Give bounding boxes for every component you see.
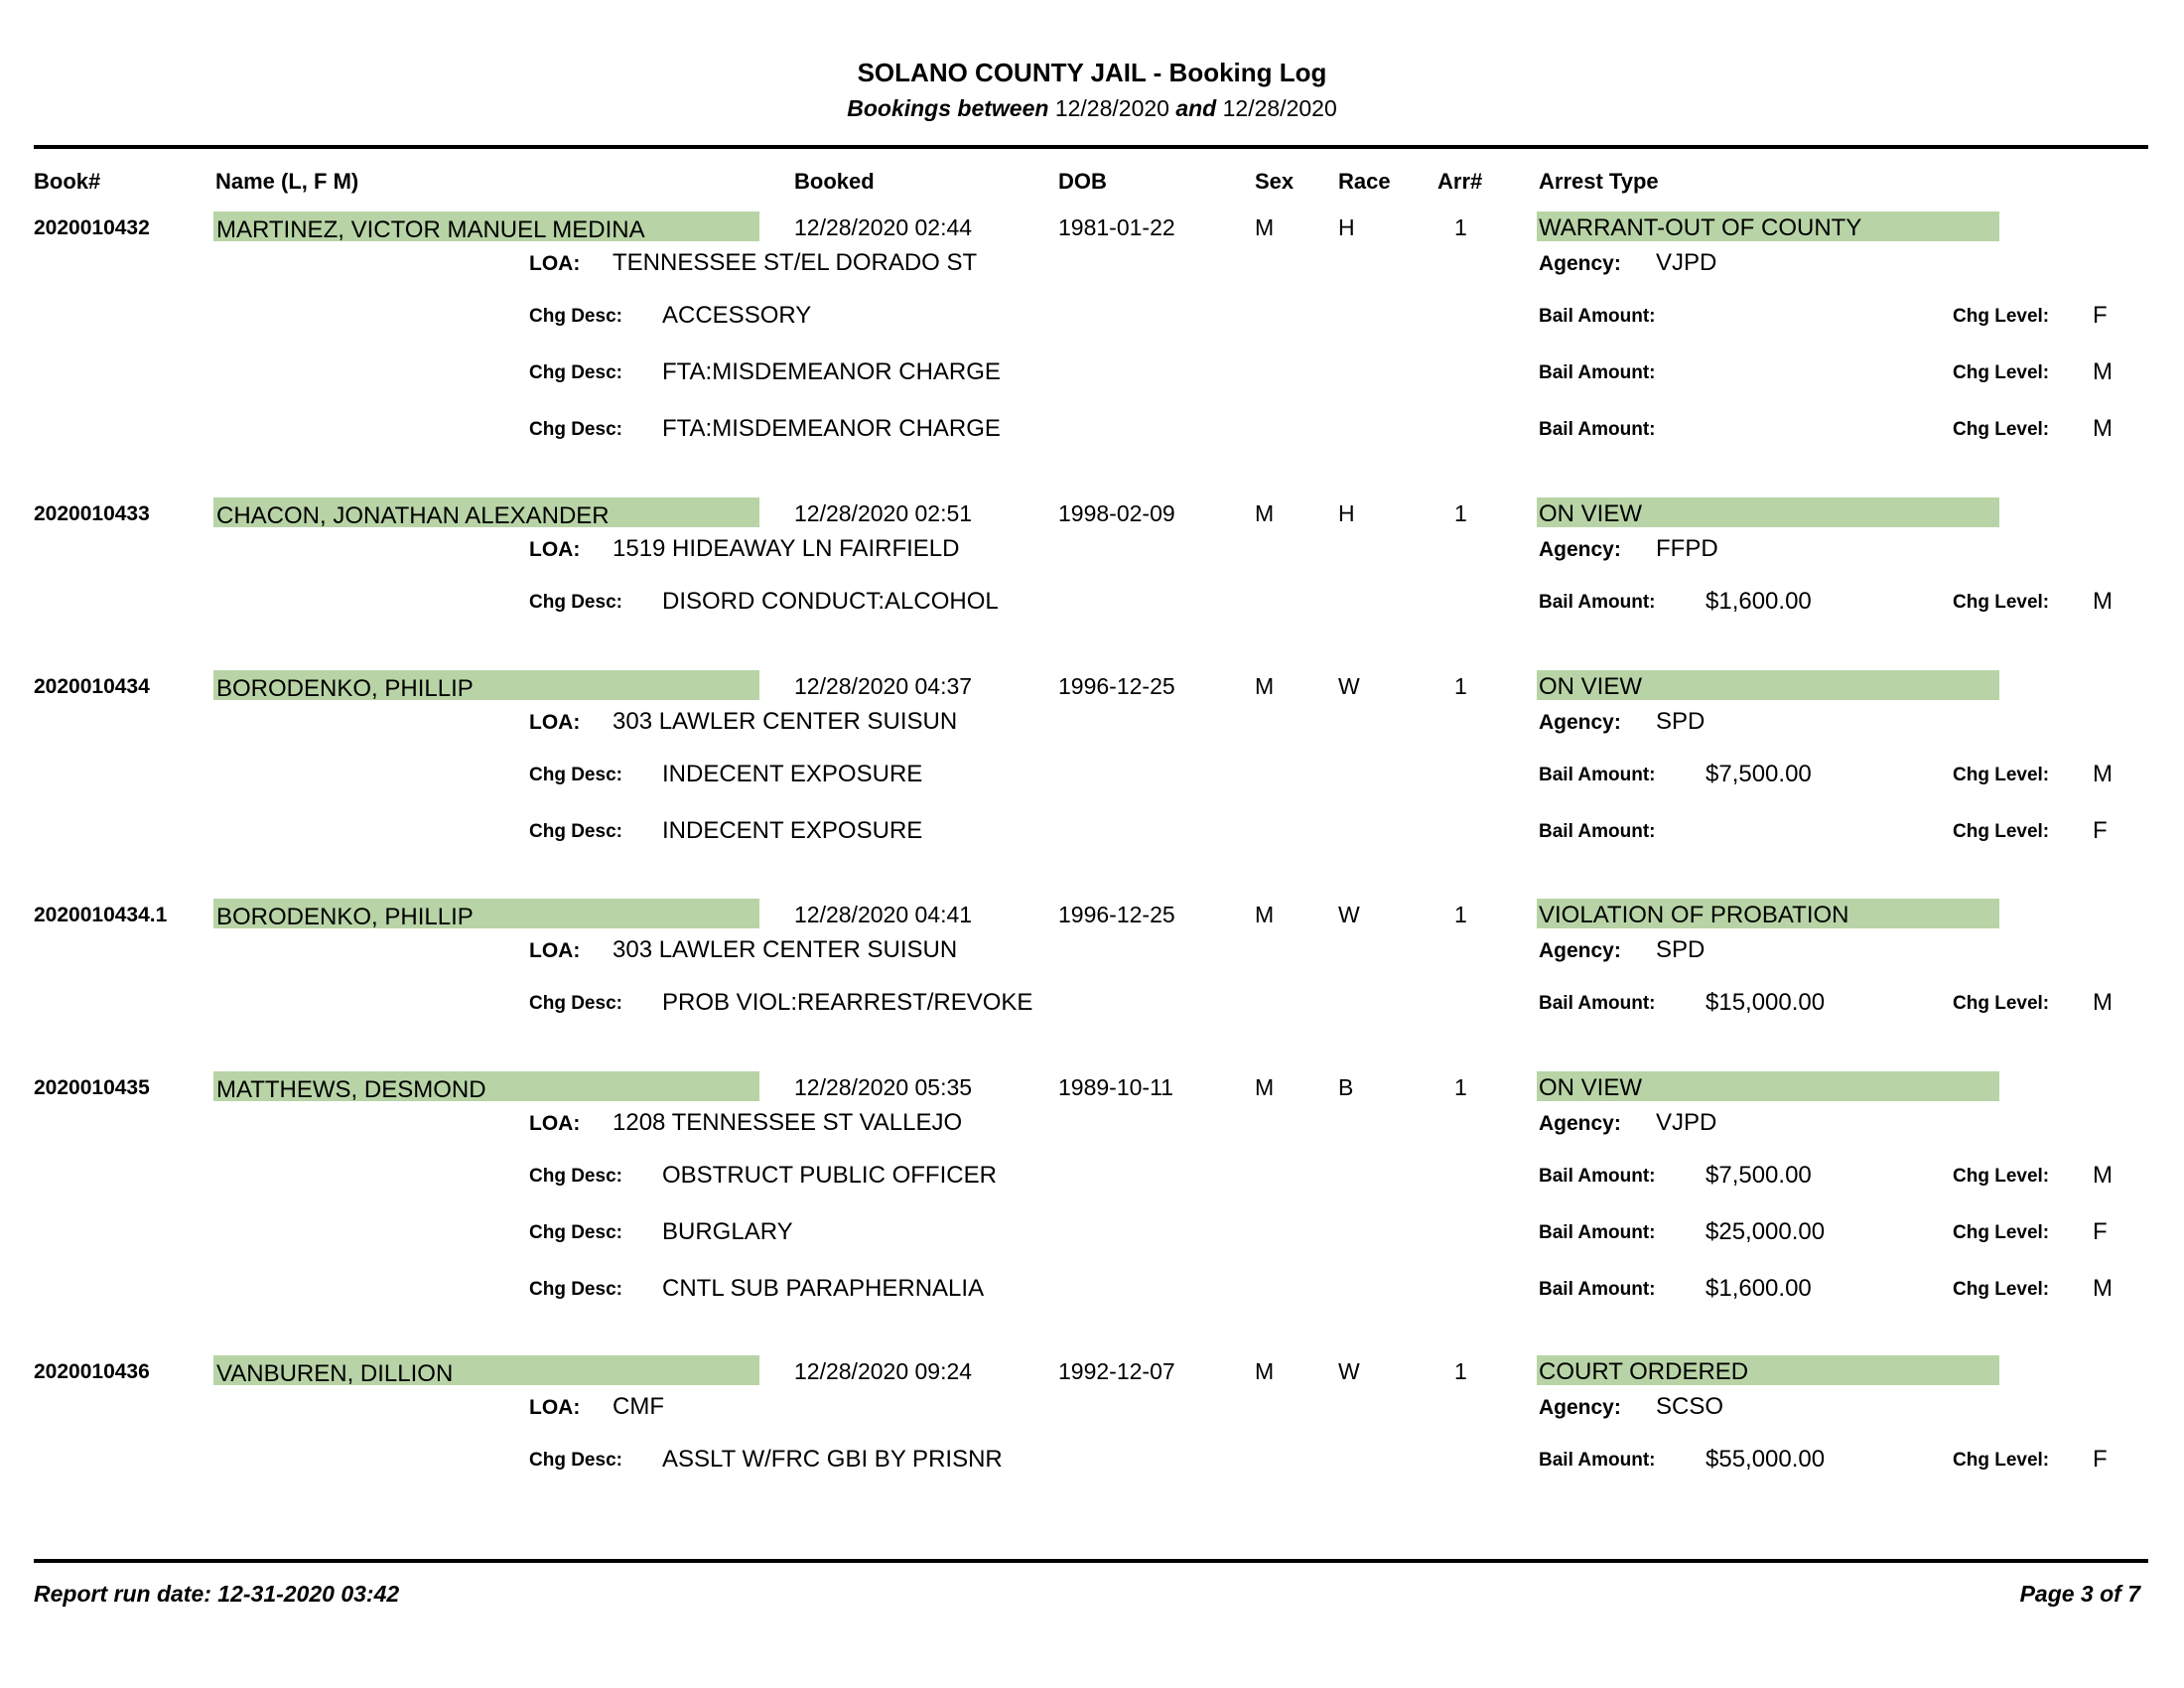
charge-description: CNTL SUB PARAPHERNALIA [662,1275,985,1302]
charge-description: ASSLT W/FRC GBI BY PRISNR [662,1446,1003,1473]
bail-amount-label: Bail Amount: [1539,592,1656,613]
race-value: B [1338,1074,1354,1100]
header-rule [34,145,2148,149]
charge-desc-label: Chg Desc: [529,821,622,842]
charge-level-label: Chg Level: [1953,306,2050,327]
loa-label: LOA: [529,252,581,275]
charge-level: M [2093,358,2113,385]
charge-description: ACCESSORY [662,302,812,329]
bail-amount-label: Bail Amount: [1539,821,1656,842]
inmate-name: BORODENKO, PHILLIP [216,904,474,930]
booking-record [0,1358,2184,1473]
date-of-birth: 1992-12-07 [1058,1358,1175,1384]
race-value: W [1338,1358,1360,1384]
col-header-sex: Sex [1255,169,1295,194]
bail-amount: $25,000.00 [1706,1218,1826,1245]
agency-label: Agency: [1539,1112,1621,1135]
charge-description: DISORD CONDUCT:ALCOHOL [662,588,999,615]
booking-record [0,1074,2184,1302]
bail-amount: $1,600.00 [1706,1275,1812,1302]
date-of-birth: 1996-12-25 [1058,902,1175,927]
loa-label: LOA: [529,711,581,734]
inmate-name: MARTINEZ, VICTOR MANUEL MEDINA [216,216,645,243]
charge-description: PROB VIOL:REARREST/REVOKE [662,989,1033,1016]
book-number: 2020010433 [34,502,150,525]
charge-description: INDECENT EXPOSURE [662,817,923,844]
report-title: SOLANO COUNTY JAIL - Booking Log [857,58,1327,87]
col-header-arr: Arr# [1437,169,1483,194]
race-value: H [1338,214,1355,240]
loa-label: LOA: [529,1396,581,1419]
bail-amount-label: Bail Amount: [1539,993,1656,1014]
booked-datetime: 12/28/2020 09:24 [794,1358,973,1384]
charge-desc-label: Chg Desc: [529,1279,622,1300]
booked-datetime: 12/28/2020 02:44 [794,214,973,240]
col-header-name: Name (L, F M) [215,169,359,194]
page-number: Page 3 of 7 [2019,1581,2140,1607]
charge-level-label: Chg Level: [1953,362,2050,383]
end-date: 12/28/2020 [1222,95,1337,121]
agency-value: VJPD [1656,1109,1717,1136]
col-header-arrest-type: Arrest Type [1539,169,1659,194]
bail-amount-label: Bail Amount: [1539,1279,1656,1300]
bail-amount-label: Bail Amount: [1539,306,1656,327]
charge-desc-label: Chg Desc: [529,362,622,383]
sex-value: M [1255,1358,1275,1384]
charge-description: BURGLARY [662,1218,793,1245]
book-number: 2020010436 [34,1360,150,1383]
bail-amount: $7,500.00 [1706,1162,1812,1189]
arrest-type: COURT ORDERED [1539,1358,1749,1385]
charge-level-label: Chg Level: [1953,592,2050,613]
footer-rule [34,1559,2148,1563]
subtitle-and: and [1175,95,1217,121]
start-date: 12/28/2020 [1054,95,1169,121]
charge-description: FTA:MISDEMEANOR CHARGE [662,358,1001,385]
bail-amount: $15,000.00 [1706,989,1826,1016]
agency-label: Agency: [1539,252,1621,275]
charge-level: M [2093,1275,2113,1302]
charge-level-label: Chg Level: [1953,1450,2050,1471]
col-header-book: Book# [34,169,101,194]
book-number: 2020010432 [34,216,150,239]
charge-level: M [2093,1162,2113,1189]
inmate-name: VANBUREN, DILLION [216,1360,454,1387]
agency-value: SPD [1656,708,1706,735]
arrest-number: 1 [1454,500,1467,526]
charge-level: M [2093,761,2113,787]
arrest-number: 1 [1454,1358,1467,1384]
arrest-number: 1 [1454,214,1467,240]
sex-value: M [1255,500,1275,526]
charge-level: F [2093,1446,2108,1473]
location-of-arrest: CMF [613,1393,664,1420]
bail-amount-label: Bail Amount: [1539,1450,1656,1471]
col-header-dob: DOB [1058,169,1107,194]
charge-level: M [2093,989,2113,1016]
charge-desc-label: Chg Desc: [529,592,622,613]
location-of-arrest: 1519 HIDEAWAY LN FAIRFIELD [613,535,960,562]
arrest-number: 1 [1454,1074,1467,1100]
sex-value: M [1255,902,1275,927]
book-number: 2020010434 [34,675,150,698]
charge-level: F [2093,1218,2108,1245]
bail-amount: $7,500.00 [1706,761,1812,787]
col-header-race: Race [1338,169,1391,194]
bail-amount-label: Bail Amount: [1539,419,1656,440]
agency-value: FFPD [1656,535,1718,562]
booked-datetime: 12/28/2020 04:37 [794,673,973,699]
charge-level: M [2093,415,2113,442]
loa-label: LOA: [529,1112,581,1135]
charge-description: INDECENT EXPOSURE [662,761,923,787]
report-run-date: Report run date: 12-31-2020 03:42 [34,1581,400,1607]
charge-level-label: Chg Level: [1953,1166,2050,1187]
charge-desc-label: Chg Desc: [529,306,622,327]
race-value: W [1338,673,1360,699]
arrest-number: 1 [1454,673,1467,699]
report-subtitle [0,95,2184,122]
charge-desc-label: Chg Desc: [529,765,622,785]
booked-datetime: 12/28/2020 04:41 [794,902,973,927]
charge-level-label: Chg Level: [1953,1222,2050,1243]
bail-amount-label: Bail Amount: [1539,362,1656,383]
arrest-type: ON VIEW [1539,1074,1643,1101]
location-of-arrest: TENNESSEE ST/EL DORADO ST [613,249,978,276]
location-of-arrest: 1208 TENNESSEE ST VALLEJO [613,1109,963,1136]
inmate-name: CHACON, JONATHAN ALEXANDER [216,502,610,529]
charge-desc-label: Chg Desc: [529,993,622,1014]
booking-record [0,500,2184,615]
date-of-birth: 1996-12-25 [1058,673,1175,699]
loa-label: LOA: [529,538,581,561]
location-of-arrest: 303 LAWLER CENTER SUISUN [613,708,958,735]
booked-datetime: 12/28/2020 02:51 [794,500,973,526]
race-value: H [1338,500,1355,526]
arrest-type: ON VIEW [1539,500,1643,527]
agency-label: Agency: [1539,711,1621,734]
bail-amount: $1,600.00 [1706,588,1812,615]
charge-desc-label: Chg Desc: [529,1166,622,1187]
charge-description: FTA:MISDEMEANOR CHARGE [662,415,1001,442]
arrest-type: VIOLATION OF PROBATION [1539,902,1849,928]
charge-level: F [2093,817,2108,844]
agency-label: Agency: [1539,939,1621,962]
arrest-type: ON VIEW [1539,673,1643,700]
charge-desc-label: Chg Desc: [529,419,622,440]
booking-record [0,214,2184,442]
sex-value: M [1255,673,1275,699]
date-of-birth: 1981-01-22 [1058,214,1175,240]
agency-label: Agency: [1539,538,1621,561]
charge-level-label: Chg Level: [1953,419,2050,440]
booked-datetime: 12/28/2020 05:35 [794,1074,973,1100]
book-number: 2020010435 [34,1076,150,1099]
charge-desc-label: Chg Desc: [529,1222,622,1243]
agency-value: VJPD [1656,249,1717,276]
charge-level-label: Chg Level: [1953,1279,2050,1300]
sex-value: M [1255,1074,1275,1100]
arrest-type: WARRANT-OUT OF COUNTY [1539,214,1862,241]
loa-label: LOA: [529,939,581,962]
date-of-birth: 1998-02-09 [1058,500,1175,526]
sex-value: M [1255,214,1275,240]
agency-label: Agency: [1539,1396,1621,1419]
booking-record [0,673,2184,844]
charge-level-label: Chg Level: [1953,821,2050,842]
charge-level-label: Chg Level: [1953,993,2050,1014]
charge-description: OBSTRUCT PUBLIC OFFICER [662,1162,997,1189]
agency-value: SPD [1656,936,1706,963]
location-of-arrest: 303 LAWLER CENTER SUISUN [613,936,958,963]
charge-desc-label: Chg Desc: [529,1450,622,1471]
col-header-booked: Booked [794,169,875,194]
bail-amount-label: Bail Amount: [1539,765,1656,785]
bail-amount-label: Bail Amount: [1539,1166,1656,1187]
subtitle-prefix: Bookings between [847,95,1049,121]
agency-value: SCSO [1656,1393,1724,1420]
bail-amount: $55,000.00 [1706,1446,1826,1473]
date-of-birth: 1989-10-11 [1058,1074,1173,1100]
charge-level: F [2093,302,2108,329]
booking-record [0,902,2184,1016]
inmate-name: BORODENKO, PHILLIP [216,675,474,702]
race-value: W [1338,902,1360,927]
charge-level: M [2093,588,2113,615]
arrest-number: 1 [1454,902,1467,927]
inmate-name: MATTHEWS, DESMOND [216,1076,486,1103]
charge-level-label: Chg Level: [1953,765,2050,785]
book-number: 2020010434.1 [34,904,168,926]
bail-amount-label: Bail Amount: [1539,1222,1656,1243]
